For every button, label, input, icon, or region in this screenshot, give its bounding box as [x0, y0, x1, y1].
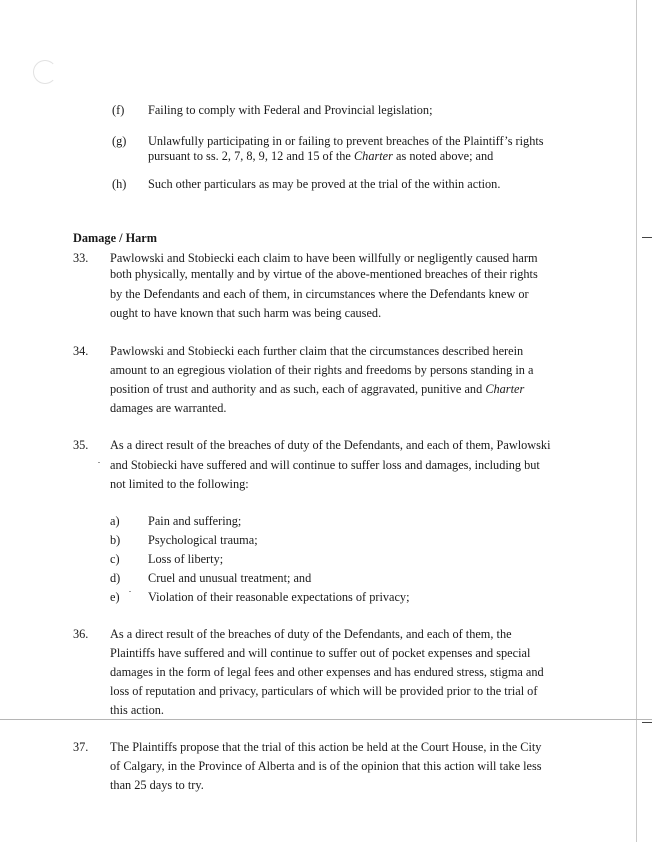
item-text-g-line1: Unlawfully participating in or failing to prevent breaches of the Plaintiff’s rights: [148, 134, 544, 148]
paragraph-36-line3: damages in the form of legal fees and other expenses and has endured stress, stigma and: [110, 665, 544, 679]
list-label-c: c): [110, 552, 120, 566]
list-item-d: Cruel and unusual treatment; and: [148, 571, 312, 585]
scan-speck: [129, 591, 131, 592]
item-text-g-line2: pursuant to ss. 2, 7, 8, 9, 12 and 15 of the Charter as noted above; and: [148, 149, 494, 163]
paragraph-number-35: 35.: [73, 438, 89, 452]
list-label-a: a): [110, 514, 120, 528]
list-label-d: d): [110, 571, 121, 585]
paragraph-33-line1: Pawlowski and Stobiecki each claim to have been willfully or negligently caused harm: [110, 251, 538, 265]
scan-edge-tick: [642, 237, 652, 238]
paragraph-33-line3: by the Defendants and each of them, in circumstances where the Defendants knew or: [110, 287, 529, 301]
paragraph-number-34: 34.: [73, 344, 89, 358]
paragraph-36-line2: Plaintiffs have suffered and will continue to suffer out of pocket expenses and special: [110, 646, 531, 660]
scan-horizontal-line: [0, 719, 652, 720]
paragraph-34-line3: position of trust and authority and as such, each of aggravated, punitive and Charter: [110, 382, 525, 396]
paragraph-35-line2: and Stobiecki have suffered and will continue to suffer loss and damages, including but: [110, 458, 540, 472]
item-text-h: Such other particulars as may be proved at the trial of the within action.: [148, 177, 501, 191]
list-item-b: Psychological trauma;: [148, 533, 258, 547]
paragraph-35-line1: As a direct result of the breaches of duty of the Defendants, and each of them, Pawlowski: [110, 438, 551, 452]
paragraph-36-line1: As a direct result of the breaches of duty of the Defendants, and each of them, the: [110, 627, 512, 641]
charter-italic: Charter: [485, 382, 525, 396]
paragraph-number-33: 33.: [73, 251, 89, 265]
paragraph-37-line2: of Calgary, in the Province of Alberta and is of the opinion that this action will take less: [110, 759, 542, 773]
item-label-f: (f): [112, 103, 125, 117]
list-item-c: Loss of liberty;: [148, 552, 224, 566]
item-label-h: (h): [112, 177, 127, 191]
list-item-e: Violation of their reasonable expectations of privacy;: [148, 590, 410, 604]
list-label-b: b): [110, 533, 121, 547]
scan-edge-tick: [642, 722, 652, 723]
scan-speck: [98, 462, 100, 463]
section-heading: Damage / Harm: [73, 231, 158, 245]
item-text-f: Failing to comply with Federal and Provincial legislation;: [148, 103, 433, 117]
paragraph-37-line1: The Plaintiffs propose that the trial of this action be held at the Court House, in the City: [110, 740, 542, 754]
item-label-g: (g): [112, 134, 127, 148]
paragraph-36-line5: this action.: [110, 703, 164, 717]
paragraph-34-line4: damages are warranted.: [110, 401, 227, 415]
paragraph-number-37: 37.: [73, 740, 89, 754]
scan-artifact: [33, 60, 57, 84]
paragraph-34-line1: Pawlowski and Stobiecki each further claim that the circumstances described herein: [110, 344, 524, 358]
paragraph-35-line3: not limited to the following:: [110, 477, 249, 491]
paragraph-33-line2: both physically, mentally and by virtue of the above-mentioned breaches of their rights: [110, 267, 538, 281]
list-item-a: Pain and suffering;: [148, 514, 242, 528]
list-label-e: e): [110, 590, 120, 604]
paragraph-37-line3: than 25 days to try.: [110, 778, 204, 792]
scan-edge-line: [636, 0, 637, 842]
paragraph-number-36: 36.: [73, 627, 89, 641]
charter-italic: Charter: [353, 149, 393, 163]
paragraph-33-line4: ought to have known that such harm was being caused.: [110, 306, 382, 320]
paragraph-34-line2: amount to an egregious violation of their rights and freedoms by persons standing in a: [110, 363, 534, 377]
paragraph-36-line4: loss of reputation and privacy, particulars of which will be provided prior to the trial of: [110, 684, 538, 698]
